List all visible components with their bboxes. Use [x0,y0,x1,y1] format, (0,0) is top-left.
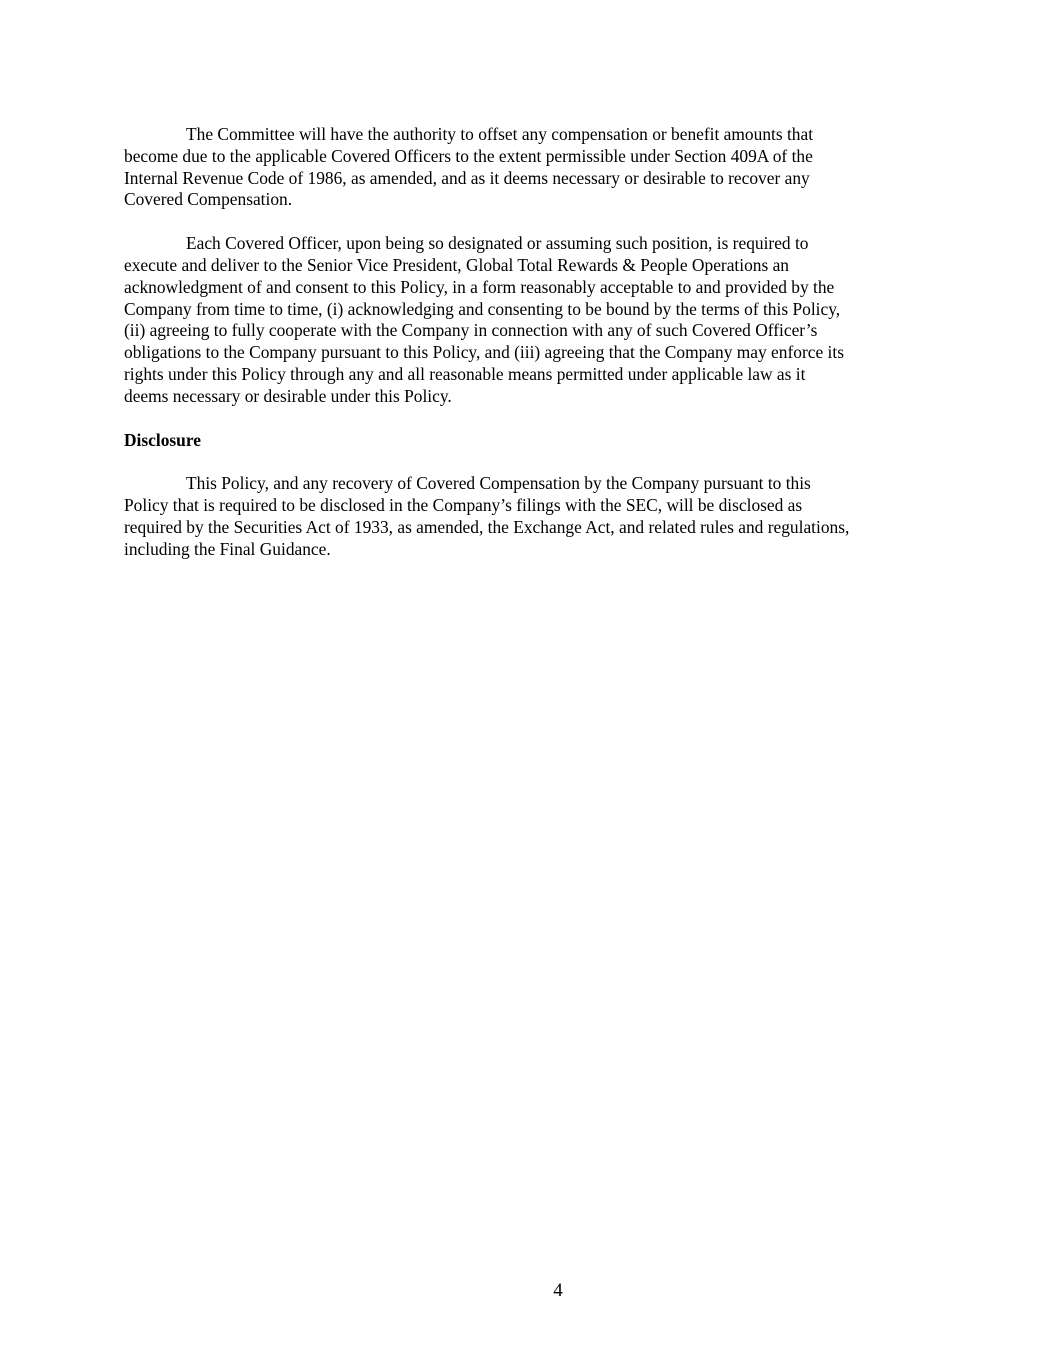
page-body [124,124,924,561]
paragraph-offset-authority: The Committee will have the authority to offset any compensation or benefit amounts that become due to the applicable Covered Officers to the extent permissible under Section 409A of the Internal Revenue Code of 1986, as amended, and as it deems necessary or desirable to recover any Covered Compensation. [124,124,814,210]
paragraph-covered-officer-acknowledgment: Each Covered Officer, upon being so designated or assuming such position, is required to execute and deliver to the Senior Vice President, Global Total Rewards & People Operations an acknowledgment of and consent to this Policy, in a form reasonably acceptable to and provided by the Company from time to time, (i) acknowledging and consenting to be bound by the terms of this Policy, (ii) agreeing to fully cooperate with the Company in connection with any of such Covered Officer’s obligations to the Company pursuant to this Policy, and (iii) agreeing that the Company may enforce its rights under this Policy through any and all reasonable means permitted under applicable law as it deems necessary or desirable under this Policy. [124,233,844,406]
page-number: 4 [553,1280,563,1301]
section-heading-disclosure: Disclosure [124,429,201,450]
paragraph-disclosure: This Policy, and any recovery of Covered Compensation by the Company pursuant to this Policy that is required to be disclosed in the Company’s filings with the SEC, will be disclosed as required by the Securities Act of 1933, as amended, the Exchange Act, and related rules and regulations, including the Final Guidance. [124,473,850,559]
